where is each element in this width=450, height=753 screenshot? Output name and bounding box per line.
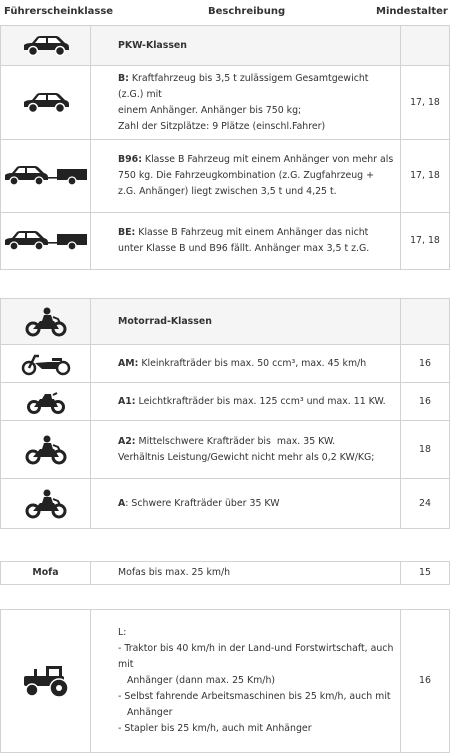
min-age: 18 xyxy=(401,421,450,479)
pkw-section-title: PKW-Klassen xyxy=(118,39,187,51)
table-row xyxy=(1,562,450,585)
class-code: B: xyxy=(118,72,129,84)
table-row xyxy=(1,383,450,421)
table-row xyxy=(1,421,450,479)
class-code: BE: xyxy=(118,227,136,238)
motorrad-table xyxy=(0,298,450,529)
header-class: Führerscheinklasse xyxy=(4,6,114,17)
class-code: B96: xyxy=(118,154,142,165)
min-age: 16 xyxy=(401,345,450,383)
table-row xyxy=(1,140,450,213)
table-row xyxy=(1,479,450,529)
table-header xyxy=(0,0,450,25)
min-age: 17, 18 xyxy=(401,213,450,270)
class-description: Klasse B Fahrzeug mit einem Anhänger von mehr als 750 kg. Die Fahrzeugkombination (z.G. Zugfahrzeug + z.G. Anhänger) liegt zwischen 3,5 t und 4,25 t. xyxy=(118,154,397,197)
min-age: 24 xyxy=(401,479,450,529)
car-trailer-icon xyxy=(3,165,89,187)
class-code: A xyxy=(118,497,126,509)
class-code: AM: xyxy=(118,357,139,369)
class-code: A2: xyxy=(118,435,136,447)
motorbike-rider-icon xyxy=(24,489,68,519)
car-trailer-icon xyxy=(3,230,89,252)
min-age: 16 xyxy=(401,610,450,753)
class-description: Mittelschwere Krafträder bis max. 35 KW. Verhältnis Leistung/Gewicht nicht mehr als 0,2 KW/KG; xyxy=(118,435,375,463)
moped-icon xyxy=(20,352,72,376)
motorbike-icon xyxy=(26,390,66,414)
class-description: Kraftfahrzeug bis 3,5 t zulässigem Gesamtgewicht (z.G.) mit einem Anhänger. Anhänger bis 750 kg; Zahl der Sitzplätze: 9 Plätze (einschl.Fahrer) xyxy=(118,72,369,132)
motorbike-rider-icon xyxy=(24,307,68,337)
table-row xyxy=(1,213,450,270)
class-description: Klasse B Fahrzeug mit einem Anhänger das nicht unter Klasse B und B96 fällt. Anhänger max 3,5 t z.G. xyxy=(118,227,372,254)
tractor-icon xyxy=(20,664,72,698)
class-description: : Schwere Krafträder über 35 KW xyxy=(125,497,280,509)
min-age: 16 xyxy=(401,383,450,421)
tractor-table xyxy=(0,609,450,753)
mofa-table xyxy=(0,561,450,585)
class-description: Mofas bis max. 25 km/h xyxy=(91,562,401,585)
table-row xyxy=(1,610,450,753)
table-row xyxy=(1,345,450,383)
moto-section-title: Motorrad-Klassen xyxy=(118,315,212,327)
motorbike-rider-icon xyxy=(24,435,68,465)
min-age: 17, 18 xyxy=(401,140,450,213)
car-icon xyxy=(20,34,72,58)
class-code: Mofa xyxy=(32,567,59,578)
class-description: Leichtkrafträder bis max. 125 ccm³ und max. 11 KW. xyxy=(135,395,386,407)
table-row xyxy=(1,66,450,140)
min-age: 15 xyxy=(401,562,450,585)
class-code: A1: xyxy=(118,395,136,407)
class-description: L: - Traktor bis 40 km/h in der Land-und Forstwirtschaft, auch mit Anhänger (dann max. 25 Km/h) - Selbst fahrende Arbeitsmaschinen bis 25 km/h, auch mit Anhänger - Stapler bis 25 km/h, auch mit Anhänger xyxy=(91,610,401,753)
moto-section-row xyxy=(1,299,450,345)
car-icon xyxy=(20,91,72,115)
header-min-age: Mindestalter xyxy=(376,6,448,17)
min-age: 17, 18 xyxy=(401,66,450,140)
class-description: Kleinkrafträder bis max. 50 ccm³, max. 45 km/h xyxy=(138,357,367,369)
pkw-table xyxy=(0,25,450,270)
pkw-section-row xyxy=(1,26,450,66)
header-description: Beschreibung xyxy=(208,6,286,17)
